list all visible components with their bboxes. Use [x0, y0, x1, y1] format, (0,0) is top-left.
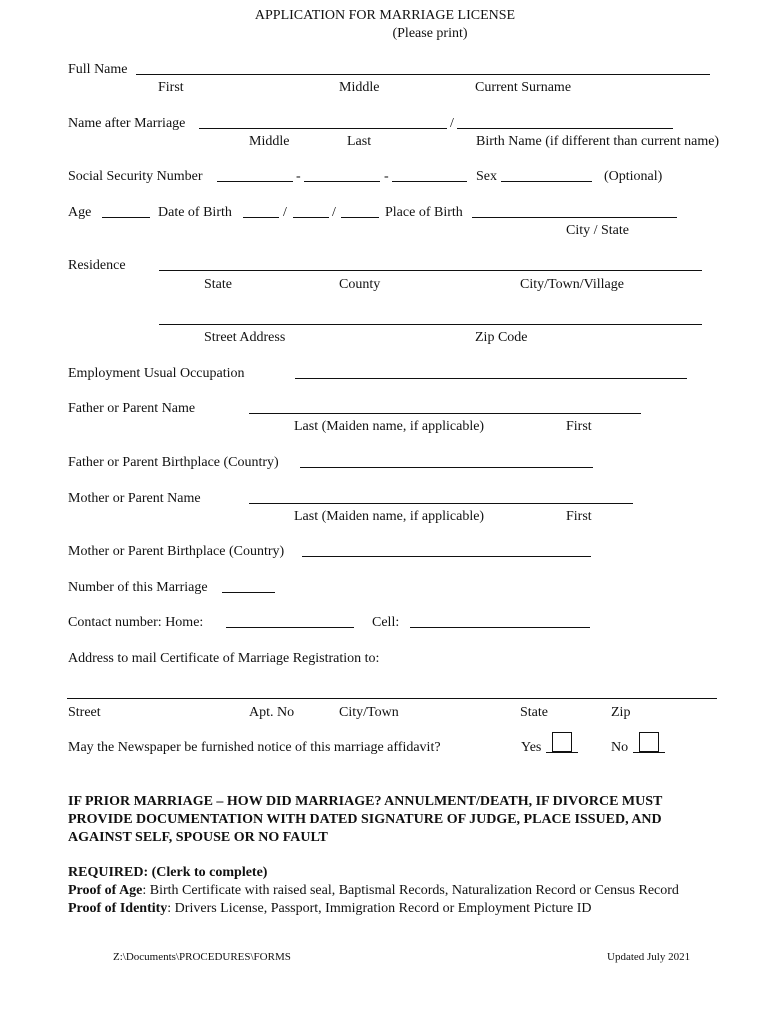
employment-label: Employment Usual Occupation [68, 366, 245, 381]
place-of-birth-label: Place of Birth [385, 205, 463, 220]
proof-of-age-line [68, 883, 679, 899]
contact-home-label: Contact number: Home: [68, 615, 204, 630]
ssn-part2-field[interactable] [304, 181, 380, 182]
name-after-last-caption: Last [347, 134, 372, 149]
residence-county-caption: County [339, 277, 381, 292]
sex-label: Sex [476, 169, 497, 184]
mother-name-label: Mother or Parent Name [68, 491, 201, 506]
father-birthplace-label: Father or Parent Birthplace (Country) [68, 455, 279, 470]
dob-label: Date of Birth [158, 205, 232, 220]
marriage-number-label: Number of this Marriage [68, 580, 208, 595]
residence-street-caption: Street Address [204, 330, 286, 345]
father-first-caption: First [566, 419, 592, 434]
mother-first-caption: First [566, 509, 592, 524]
prior-marriage-line-2: PROVIDE DOCUMENTATION WITH DATED SIGNATURE OF JUDGE, PLACE ISSUED, AND [68, 812, 662, 827]
residence-label: Residence [68, 258, 126, 273]
mail-state-caption: State [520, 705, 548, 720]
ssn-dash-1: - [296, 169, 301, 184]
mother-birthplace-field[interactable] [302, 556, 591, 557]
place-of-birth-field[interactable] [472, 217, 677, 218]
proof-of-age-label: Proof of Age [68, 883, 143, 898]
mail-city-caption: City/Town [339, 705, 399, 720]
name-after-slash: / [450, 116, 454, 131]
full-name-first-caption: First [158, 80, 184, 95]
residence-line-1-field[interactable] [159, 270, 702, 271]
name-after-marriage-field[interactable] [199, 128, 447, 129]
ssn-part1-field[interactable] [217, 181, 293, 182]
footer-updated: Updated July 2021 [607, 951, 691, 963]
full-name-surname-caption: Current Surname [475, 80, 572, 95]
birth-name-caption: Birth Name (if different than current name) [476, 134, 720, 149]
newspaper-yes-checkbox[interactable] [552, 732, 572, 752]
ssn-dash-2: - [384, 169, 389, 184]
mail-address-label: Address to mail Certificate of Marriage Registration to: [68, 651, 380, 666]
newspaper-no-label: No [611, 740, 629, 755]
required-heading: REQUIRED: (Clerk to complete) [68, 865, 268, 880]
dob-slash-1: / [283, 205, 287, 220]
age-field[interactable] [102, 217, 150, 218]
proof-of-age-text: : Birth Certificate with raised seal, Baptismal Records, Naturalization Record or Census Record [142, 883, 679, 898]
mother-name-field[interactable] [249, 503, 633, 504]
proof-of-identity-label: Proof of Identity [68, 901, 168, 916]
proof-of-identity-line [68, 901, 591, 917]
father-birthplace-field[interactable] [300, 467, 593, 468]
mail-address-field[interactable] [67, 698, 717, 699]
footer-path: Z:\Documents\PROCEDURES\FORMS [113, 951, 291, 963]
residence-zip-caption: Zip Code [475, 330, 528, 345]
residence-state-caption: State [204, 277, 232, 292]
ssn-part3-field[interactable] [392, 181, 467, 182]
marriage-number-field[interactable] [222, 592, 275, 593]
mother-last-caption: Last (Maiden name, if applicable) [294, 509, 485, 524]
mother-birthplace-label: Mother or Parent Birthplace (Country) [68, 544, 285, 559]
full-name-label: Full Name [68, 62, 128, 77]
prior-marriage-line-3: AGAINST SELF, SPOUSE OR NO FAULT [68, 830, 328, 845]
father-last-caption: Last (Maiden name, if applicable) [294, 419, 485, 434]
dob-slash-2: / [332, 205, 336, 220]
proof-of-identity-text: : Drivers License, Passport, Immigration Record or Employment Picture ID [167, 901, 592, 916]
residence-city-caption: City/Town/Village [520, 277, 624, 292]
mail-street-caption: Street [68, 705, 101, 720]
newspaper-question: May the Newspaper be furnished notice of this marriage affidavit? [68, 740, 441, 755]
full-name-field[interactable] [136, 74, 710, 75]
newspaper-no-checkbox[interactable] [639, 732, 659, 752]
birth-name-field[interactable] [457, 128, 673, 129]
dob-year-field[interactable] [341, 217, 379, 218]
sex-field[interactable] [501, 181, 592, 182]
full-name-middle-caption: Middle [339, 80, 380, 95]
form-title: APPLICATION FOR MARRIAGE LICENSE [254, 8, 516, 23]
mail-apt-caption: Apt. No [249, 705, 295, 720]
father-name-label: Father or Parent Name [68, 401, 196, 416]
name-after-marriage-label: Name after Marriage [68, 116, 186, 131]
newspaper-yes-label: Yes [521, 740, 542, 755]
age-label: Age [68, 205, 92, 220]
name-after-middle-caption: Middle [249, 134, 290, 149]
mail-zip-caption: Zip [611, 705, 631, 720]
dob-day-field[interactable] [293, 217, 329, 218]
form-subtitle: (Please print) [392, 26, 468, 41]
city-state-caption: City / State [566, 223, 629, 238]
contact-cell-field[interactable] [410, 627, 590, 628]
newspaper-yes-underline [546, 752, 578, 753]
newspaper-no-underline [633, 752, 665, 753]
father-name-field[interactable] [249, 413, 641, 414]
contact-cell-label: Cell: [372, 615, 400, 630]
dob-month-field[interactable] [243, 217, 279, 218]
employment-field[interactable] [295, 378, 687, 379]
ssn-label: Social Security Number [68, 169, 203, 184]
contact-home-field[interactable] [226, 627, 354, 628]
sex-optional-note: (Optional) [604, 169, 663, 184]
prior-marriage-line-1: IF PRIOR MARRIAGE – HOW DID MARRIAGE? ANNULMENT/DEATH, IF DIVORCE MUST [68, 794, 663, 809]
residence-line-2-field[interactable] [159, 324, 702, 325]
